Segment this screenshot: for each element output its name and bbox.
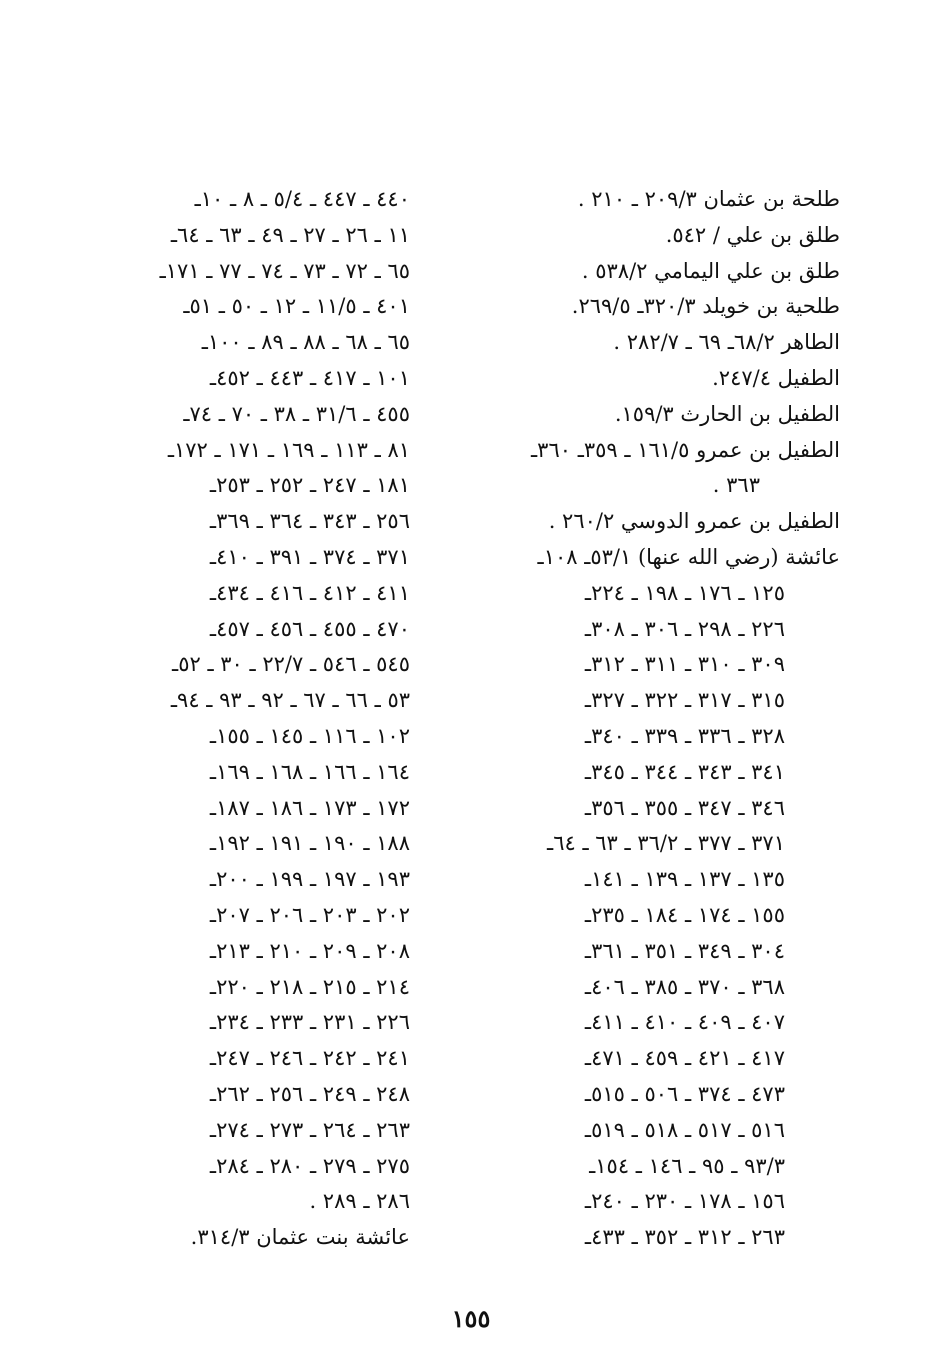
index-entry: ٤١٧ ـ ٤٢١ ـ ٤٥٩ ـ ٤٧١ـ [584,1046,785,1071]
index-entry: ٥٤٥ ـ ٥٤٦ ـ ٢٢/٧ ـ ٣٠ ـ ٥٢ـ [172,652,410,677]
index-entry: ٢٧٥ ـ ٢٧٩ ـ ٢٨٠ ـ ٢٨٤ـ [209,1153,410,1178]
index-entry: ٣١٥ ـ ٣١٧ ـ ٣٢٢ ـ ٣٢٧ـ [584,688,785,713]
index-entry: ١٣٥ ـ ١٣٧ ـ ١٣٩ ـ ١٤١ـ [584,867,785,892]
index-entry: عائشة بنت عثمان ٣١٤/٣. [190,1225,410,1250]
index-entry: ١٥٦ ـ ١٧٨ ـ ٢٣٠ ـ ٢٤٠ـ [584,1189,785,1214]
index-entry: الطفيل بن عمرو ١٦١/٥ ـ ٣٥٩ـ ٣٦٠ـ [531,437,840,462]
index-entry: ١٠٢ ـ ١١٦ ـ ١٤٥ ـ ١٥٥ـ [209,723,410,748]
index-entry: طلحة بن عثمان ٢٠٩/٣ ـ ٢١٠ . [577,187,840,211]
index-entry: ٣٤١ ـ ٣٤٣ ـ ٣٤٤ ـ ٣٤٥ـ [584,759,785,784]
index-entry: ١٥٥ ـ ١٧٤ ـ ١٨٤ ـ ٢٣٥ـ [584,902,785,927]
index-entry: ١٠١ ـ ٤١٧ ـ ٤٤٣ ـ ٤٥٢ـ [209,365,410,390]
index-entry: الطاهر ٦٨/٢ـ ٦٩ ـ ٢٨٢/٧ . [613,330,840,355]
index-entry: ١٨١ ـ ٢٤٧ ـ ٢٥٢ ـ ٢٥٣ـ [209,473,410,498]
index-entry: ٤٤٠ ـ ٤٤٧ ـ ٥/٤ ـ ٨ ـ ١٠ـ [194,187,410,211]
index-entry: ٢٠٢ ـ ٢٠٣ ـ ٢٠٦ ـ ٢٠٧ـ [209,902,410,927]
index-entry: الطفيل ٢٤٧/٤. [712,365,840,390]
index-entry: ٢٥٦ ـ ٣٤٣ ـ ٣٦٤ ـ ٣٦٩ـ [209,509,410,534]
index-entry: ٣٦٣ . [712,473,760,498]
index-column-left [110,182,410,1256]
index-entry: ٦٥ ـ ٦٨ ـ ٨٨ ـ ٨٩ ـ ١٠٠ـ [201,330,410,355]
index-entry: ١٢٥ ـ ١٧٦ ـ ١٩٨ ـ ٢٢٤ـ [584,580,785,605]
index-entry: ٥١٦ ـ ٥١٧ ـ ٥١٨ ـ ٥١٩ـ [584,1117,785,1142]
index-entry: طلق بن علي / ٥٤٢. [665,222,840,247]
index-entry: ٢٦٣ ـ ٢٦٤ ـ ٢٧٣ ـ ٢٧٤ـ [209,1117,410,1142]
index-entry: ٣٧١ ـ ٣٧٤ ـ ٣٩١ ـ ٤١٠ـ [209,544,410,569]
index-entry: ١١ ـ ٢٦ ـ ٢٧ ـ ٤٩ ـ ٦٣ ـ ٦٤ـ [170,222,410,247]
index-entry: ٨١ ـ ١١٣ ـ ١٦٩ ـ ١٧١ ـ ١٧٢ـ [167,437,410,462]
index-entry: ١٧٢ ـ ١٧٣ ـ ١٨٦ ـ ١٨٧ـ [209,795,410,820]
index-entry: ٢٢٦ ـ ٢٣١ ـ ٢٣٣ ـ ٢٣٤ـ [209,1010,410,1035]
index-entry: ٤١١ ـ ٤١٢ ـ ٤١٦ ـ ٤٣٤ـ [209,580,410,605]
index-entry: ٤٠٧ ـ ٤٠٩ ـ ٤١٠ ـ ٤١١ـ [584,1010,785,1035]
index-entry: طلحية بن خويلد ٣٢٠/٣ـ ٢٦٩/٥. [571,294,840,319]
index-entry: ٤٥٥ ـ ٣١/٦ ـ ٣٨ ـ ٧٠ ـ ٧٤ـ [183,401,410,426]
index-entry: ٣٠٤ ـ ٣٤٩ ـ ٣٥١ ـ ٣٦١ـ [584,938,785,963]
index-entry: طلق بن علي اليمامي ٥٣٨/٢ . [581,258,840,283]
index-entry: ٣٧١ ـ ٣٧٧ ـ ٣٦/٢ ـ ٦٣ ـ ٦٤ـ [547,831,785,856]
index-entry: ١٩٣ ـ ١٩٧ ـ ١٩٩ ـ ٢٠٠ـ [209,867,410,892]
page-number: ١٥٥ [451,1304,491,1333]
index-entry: الطفيل بن عمرو الدوسي ٢٦٠/٢ . [548,509,840,534]
index-entry: ٥٣ ـ ٦٦ ـ ٦٧ ـ ٩٢ ـ ٩٣ ـ ٩٤ـ [170,688,410,713]
index-entry: عائشة (رضي الله عنها) ٥٣/١ـ ١٠٨ـ [537,544,840,569]
index-entry: ٩٣/٣ ـ ٩٥ ـ ١٤٦ ـ ١٥٤ـ [589,1153,785,1178]
index-entry: ٦٥ ـ ٧٢ ـ ٧٣ ـ ٧٤ ـ ٧٧ ـ ١٧١ـ [159,258,410,283]
index-entry: ٢٤٨ ـ ٢٤٩ ـ ٢٥٦ ـ ٢٦٢ـ [209,1081,410,1106]
index-entry: الطفيل بن الحارث ١٥٩/٣. [614,401,840,426]
index-column-right [500,182,840,1256]
index-entry: ٣٠٩ ـ ٣١٠ ـ ٣١١ ـ ٣١٢ـ [584,652,785,677]
index-entry: ٢٤١ ـ ٢٤٢ ـ ٢٤٦ ـ ٢٤٧ـ [209,1046,410,1071]
index-entry: ١٦٤ ـ ١٦٦ ـ ١٦٨ ـ ١٦٩ـ [209,759,410,784]
index-entry: ٣٤٦ ـ ٣٤٧ ـ ٣٥٥ ـ ٣٥٦ـ [584,795,785,820]
index-entry: ٣٢٨ ـ ٣٣٦ ـ ٣٣٩ ـ ٣٤٠ـ [584,723,785,748]
index-entry: ٣٦٨ ـ ٣٧٠ ـ ٣٨٥ ـ ٤٠٦ـ [584,974,785,999]
index-entry: ١٨٨ ـ ١٩٠ ـ ١٩١ ـ ١٩٢ـ [209,831,410,856]
index-entry: ٢١٤ ـ ٢١٥ ـ ٢١٨ ـ ٢٢٠ـ [209,974,410,999]
index-entry: ٤٠١ ـ ١١/٥ ـ ١٢ ـ ٥٠ ـ ٥١ـ [183,294,410,319]
index-entry: ٢٨٦ ـ ٢٨٩ . [309,1189,410,1214]
index-entry: ٢٠٨ ـ ٢٠٩ ـ ٢١٠ ـ ٢١٣ـ [209,938,410,963]
index-entry: ٢٦٣ ـ ٣١٢ ـ ٣٥٢ ـ ٤٣٣ـ [584,1225,785,1250]
index-entry: ٢٢٦ ـ ٢٩٨ ـ ٣٠٦ ـ ٣٠٨ـ [584,616,785,641]
index-entry: ٤٧٣ ـ ٣٧٤ ـ ٥٠٦ ـ ٥١٥ـ [584,1081,785,1106]
index-entry: ٤٧٠ ـ ٤٥٥ ـ ٤٥٦ ـ ٤٥٧ـ [209,616,410,641]
